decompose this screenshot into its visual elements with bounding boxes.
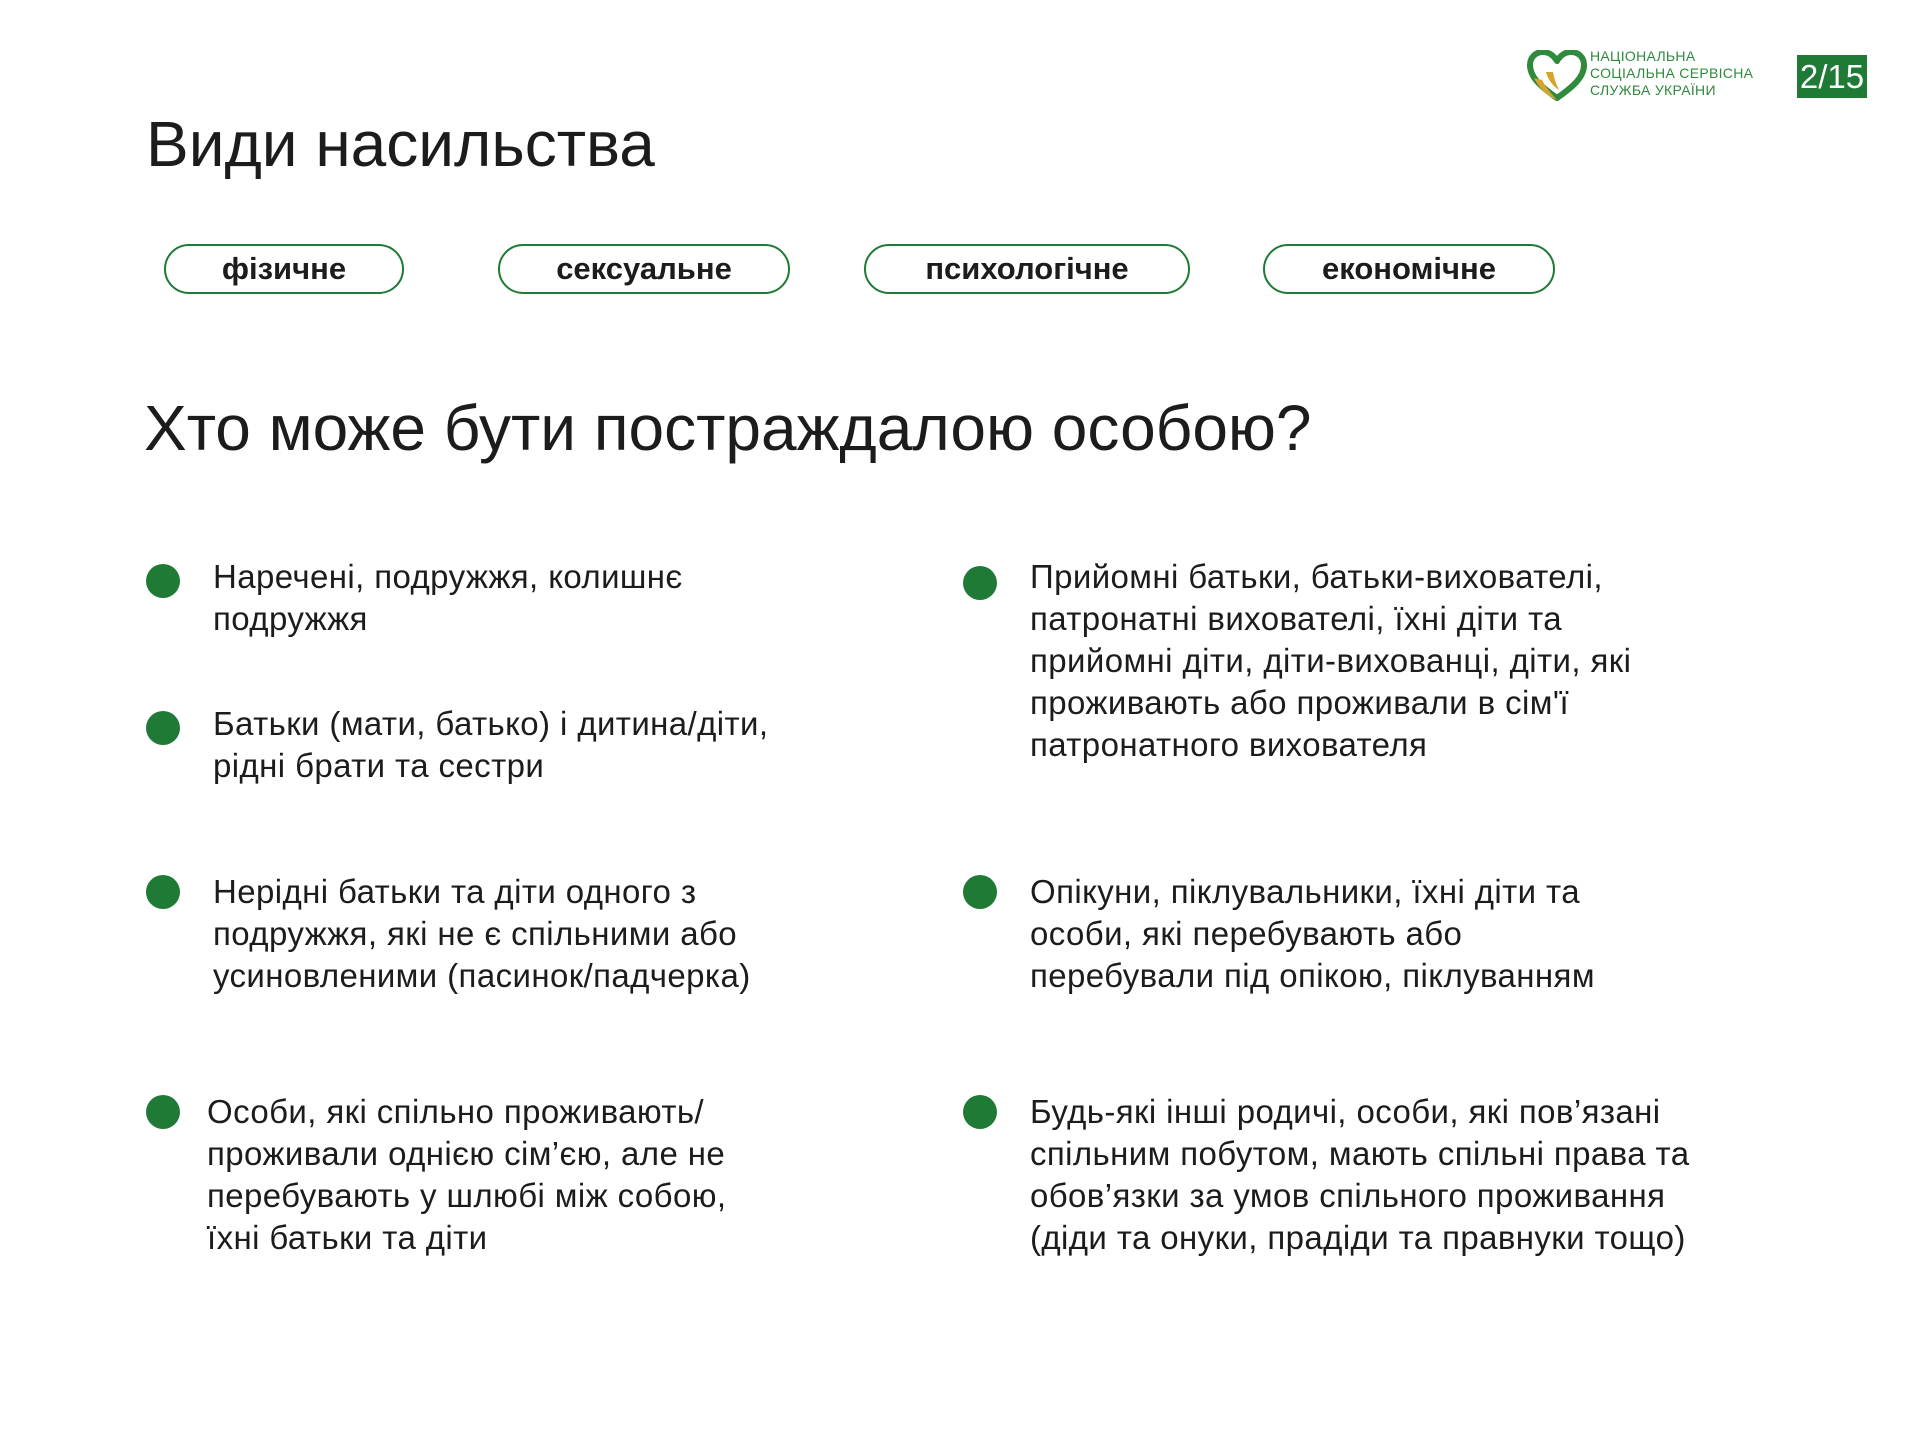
heart-hands-logo-icon <box>1526 50 1588 102</box>
organization-logo <box>1526 48 1788 106</box>
victim-category-text: Опікуни, піклувальники, їхні діти та особи, які перебувають або перебували під опікою, піклуванням <box>1030 873 1595 994</box>
violence-type-sexual: сексуальне <box>498 244 790 294</box>
victim-category-text: Наречені, подружжя, колишнє подружжя <box>213 558 683 637</box>
violence-type-economic: економічне <box>1263 244 1555 294</box>
violence-type-physical: фізичне <box>164 244 404 294</box>
victim-category-text: Особи, які спільно проживають/ проживали однією сім’єю, але не перебувають у шлюбі між собою, їхні батьки та діти <box>207 1093 727 1256</box>
bullet-icon <box>146 711 180 745</box>
bullet-icon <box>963 875 997 909</box>
bullet-icon <box>963 566 997 600</box>
violence-types-title: Види насильства <box>146 108 655 180</box>
logo-text <box>1590 48 1790 99</box>
bullet-icon <box>146 564 180 598</box>
victims-title: Хто може бути постраждалою особою? <box>144 392 1312 464</box>
page-number-badge: 2/15 <box>1797 55 1867 98</box>
logo-line: НАЦІОНАЛЬНА <box>1590 48 1696 64</box>
bullet-icon <box>146 1095 180 1129</box>
victim-category-text: Будь-які інші родичі, особи, які пов’язані спільним побутом, мають спільні права та обов’язки за умов спільного проживання (діди та онуки, прадіди та правнуки тощо) <box>1030 1093 1690 1256</box>
logo-line: СЛУЖБА УКРАЇНИ <box>1590 82 1716 98</box>
victim-category-text: Батьки (мати, батько) і дитина/діти, рідні брати та сестри <box>213 705 769 784</box>
bullet-icon <box>963 1095 997 1129</box>
bullet-icon <box>146 875 180 909</box>
violence-type-psychological: психологічне <box>864 244 1190 294</box>
logo-line: СОЦІАЛЬНА СЕРВІСНА <box>1590 65 1754 81</box>
victim-category-text: Прийомні батьки, батьки-вихователі, патронатні вихователі, їхні діти та прийомні діти, діти-вихованці, діти, які проживають або проживали в сім'ї патронатного вихователя <box>1030 558 1632 763</box>
victim-category-text: Нерідні батьки та діти одного з подружжя, які не є спільними або усиновленими (пасинок/падчерка) <box>213 873 751 994</box>
